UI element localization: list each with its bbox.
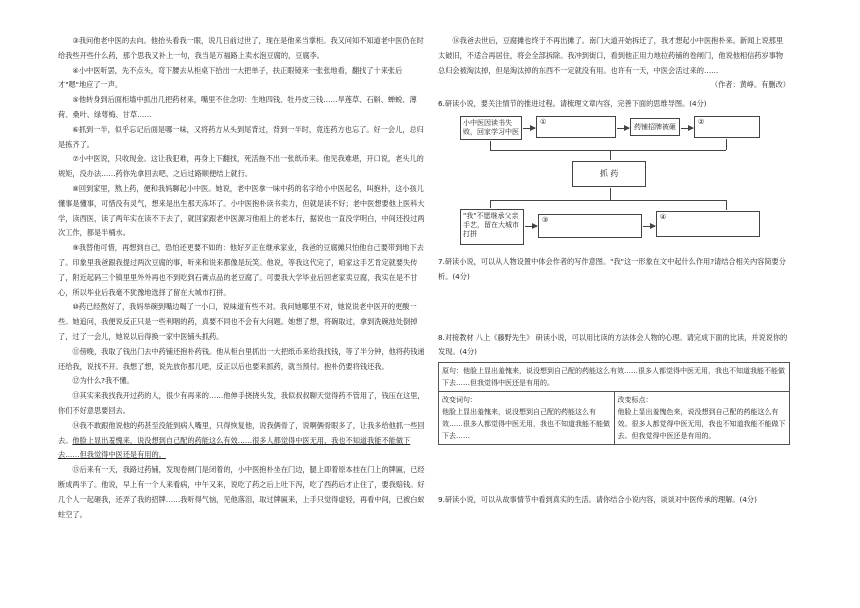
paragraph-7: ⑦小中医说，只收现金。这让我犯难，再身上下翻找，死活拖不出一张纸币来。他见我难堪，开口说，老头儿的规矩，没办法……药你先拿回去吧，之后过路顺便结上就行。 <box>58 154 424 179</box>
change-words-sentence: 他脸上显出羞愧来，说没想到自己配的药能这么有效……很多人都觉得中医无用，我也不知道我能不能做下去…… <box>442 408 610 441</box>
comparison-table <box>438 362 790 445</box>
mindmap-box-2[interactable] <box>694 116 760 138</box>
paragraph-14-lead: ⑭我不敢跟他说他的药甚至没能到病人嘴里，只得恢复他，说我俩骨了，说啊俩骨眼多了，让我多给他抓一些回去。 <box>58 420 425 445</box>
question-8: 8.对接教材 八上《藤野先生》 研读小说，可以用比读的方法体会人物的心理。请完成下面的比读，并说说你的发现。(4分) <box>438 332 788 357</box>
blank-1-label: ① <box>540 117 547 126</box>
paragraph-12: ⑫为什么?我不懂。 <box>72 376 134 386</box>
mindmap-arrow <box>681 128 693 129</box>
answer-space-8[interactable] <box>438 445 790 493</box>
mindmap-arrow <box>617 128 629 129</box>
paragraph-11: ⑪傍晚，我取了钱出门去中药铺还抱朴药钱。他从柜台里抓出一大把纸币来给我找钱，等了半分钟，他将药钱递还给我，说找不开。我想了想，说先放你那儿吧，反正以后也要来抓药，就当预付。抱朴仍要将钱还我。 <box>58 346 425 371</box>
original-sentence: 他脸上显出羞愧来，说没想到自己配的药能这么有效……很多人都觉得中医无用，我也不知道我能不能做下去……但我觉得中医还是有用的。 <box>442 367 785 388</box>
paragraph-8: ⑧回到家里，熬上药，便和我妈聊起小中医。她说，老中医拿一味中药的名字给小中医起名，叫抱朴，这小孩儿懂事是懂事，可惜没有灵气，想来是出生那天冻坏了。小中医抱朴读书卖力，但就是读不好；老中医想要他上医科大学，读西医，读了两年实在读不下去了，就回家跟老中医源习他祖上的老本行，据说也一直没学明白，中间还投过两次工作，都是半桶水。 <box>58 183 425 238</box>
mindmap-arrow <box>525 226 537 227</box>
connector-line <box>490 200 491 208</box>
source-note: （作者：黄峥。有删改） <box>710 80 790 90</box>
paragraph-4: ④小中医听罢，先不点头，弯下腰去从柜桌下拾出一大把单子，扶正眼镜来一张张地看，翻找了十来张后才"嗯"地应了一声。 <box>58 65 403 90</box>
original-label: 原句： <box>442 367 463 376</box>
connector-line <box>726 200 727 210</box>
paragraph-10: ⑩药已经熬好了，我妈举碗到嘴边喝了一小口，说味道有些不对。我问她哪里不对，她说说老中医开的更酸一些。她追问，我便说反正只是一些利咽的药，真要不同也不会有大问题。她想了想，将碗取过，拿到洗碗池处倒掉了，过了一会儿，她说以后得换一家中医铺头抓药。 <box>58 302 418 341</box>
change-punctuation-label: 改变标点： <box>617 396 653 405</box>
question-6: 6.研读小说，要关注情节的推进过程。请梳理文章内容，完善下面的思维导图。(4分) <box>438 99 707 109</box>
connector-line <box>490 141 491 150</box>
mindmap-box-signboard: 药铺招牌被砸 <box>630 118 680 136</box>
mindmap-center-box: 抓 药 <box>572 161 646 187</box>
paragraph-14-underlined: 他脸上显出羞愧来，说没想到自己配的药能这么有效……很多人都觉得中医无用，我也不知道我能不能做下去……但我觉得中医还是有用的。 <box>58 435 411 460</box>
paragraph-16: ⑯我爸去世后，豆腐摊也终于不再出摊了。南门大道开始拆迁了，我才想起小中医抱朴来。新闻上说那里太破旧，不适合再居住，将会全部拆除。我冲到街口，看到他正用力地拉药铺的卷闸门，他说他相信药岁事物总归会被淘汰掉，但是淘汰掉的东西不一定就没有用。也许有一天，中医会活过来的…… <box>438 36 784 75</box>
right-column <box>438 34 790 508</box>
paragraph-6: ⑥抓到一半，似乎忘记后面是哪一味，又将药方从头到尾背过，背到一半时，竟连药方也忘了。好一会儿，总归是拣齐了。 <box>58 124 424 149</box>
question-9: 9.研读小说，可以从故事情节中看到真实的生活。请你结合小说内容，谈谈对中医传承的理解。(4分) <box>438 495 757 505</box>
mindmap-box-me: "我"不愿继承父亲手艺，留在大城市打拼 <box>460 209 524 245</box>
mindmap-box-4[interactable] <box>656 211 760 237</box>
mindmap-arrow <box>523 128 535 129</box>
paragraph-5: ⑤他转身到后面柜墙中抓出几把药材来，嘴里不住念叨：生地四钱、牡丹皮三钱……旱莲草、石斛、蝉蜕、薄荷、桑叶、绿萼梅、甘草…… <box>58 95 417 119</box>
blank-2-label: ② <box>698 117 705 126</box>
connector-line <box>726 139 727 150</box>
mindmap-box-3[interactable] <box>538 214 642 238</box>
question-7: 7.研读小说，可以从人物设置中体会作者的写作意图。"我"这一形象在文中起什么作用?请结合相关内容简要分析。(4分) <box>438 256 786 281</box>
change-words-cell <box>439 392 615 445</box>
answer-space-7[interactable] <box>438 285 790 331</box>
change-words-label: 改变词句： <box>442 396 477 405</box>
connector-line <box>610 188 611 200</box>
left-column <box>58 34 430 522</box>
paragraph-15: ⑮后来有一天，我路过药铺，发现卷闸门是闭着的，小中医抱朴坐在门边，腿上即着原本挂在门上的牌匾，已经断成两半了。他说，早上有一个人来看病，中午又来，说吃了药之后上吐下泻，吃了西药后才止住了，要我赔钱。好几个人一起砸我，还弄了我的招牌……我听得气恼，见他落泪，取过牌匾来，上手只觉得虚轻，再看中间，已被白蚁蛀空了。 <box>58 465 425 519</box>
blank-3-label: ③ <box>542 215 549 224</box>
connector-line <box>490 200 726 201</box>
mindmap-arrow <box>643 226 655 227</box>
connector-line <box>610 150 611 160</box>
mindmap-box-start: 小中医因读书失败，回家学习中医 <box>460 116 522 140</box>
original-sentence-cell <box>439 363 790 392</box>
paragraph-9: ⑨我替他可惜，再想到自己，恐怕还更要不如的：他好歹正在继承家业，我爸的豆腐摊只怕他自己要带到地下去了。印象里我爸跟我提过两次豆腐的事，听来和说来都像是玩笑。他说，等我这代完了，咱家这手艺肯定就要失传了，附近起码三个镇里里外外再也不到吃到石膏点品的老豆腐了。可要我大学毕业后回老家卖豆腐，我实在是不甘心，所以毕业后我毫不犹豫地选择了留在大城市打拼。 <box>58 243 424 297</box>
connector-line <box>490 150 726 151</box>
mindmap-box-1[interactable] <box>536 116 616 138</box>
blank-4-label: ④ <box>660 212 667 221</box>
change-punctuation-sentence: 他脸上显出羞愧色来，说没想到自己配的药能这么有效。很多人都觉得中医无用，我也不知道我能不能做下去。但我觉得中医还是有用的。 <box>617 408 786 441</box>
paragraph-14 <box>58 419 430 463</box>
change-punctuation-cell <box>614 392 790 445</box>
paragraph-13: ⑬其实来我找我开过药的人，很少有再来的……他伸手挠挠头发，我似叔叔聊天觉得药不管用了，钱压在这里，你们不好意思要回去。 <box>58 391 425 415</box>
mind-map <box>460 114 760 249</box>
paragraph-3: ③我问他老中医的去向。他抬头看我一眼，说几日前过世了，现在是他来当掌柜。我又问知不知道老中医仍在时给我些开些什么药，那个思我又补上一句，我当是万福路上卖水泡豆腐的，豆腐李。 <box>58 36 424 60</box>
